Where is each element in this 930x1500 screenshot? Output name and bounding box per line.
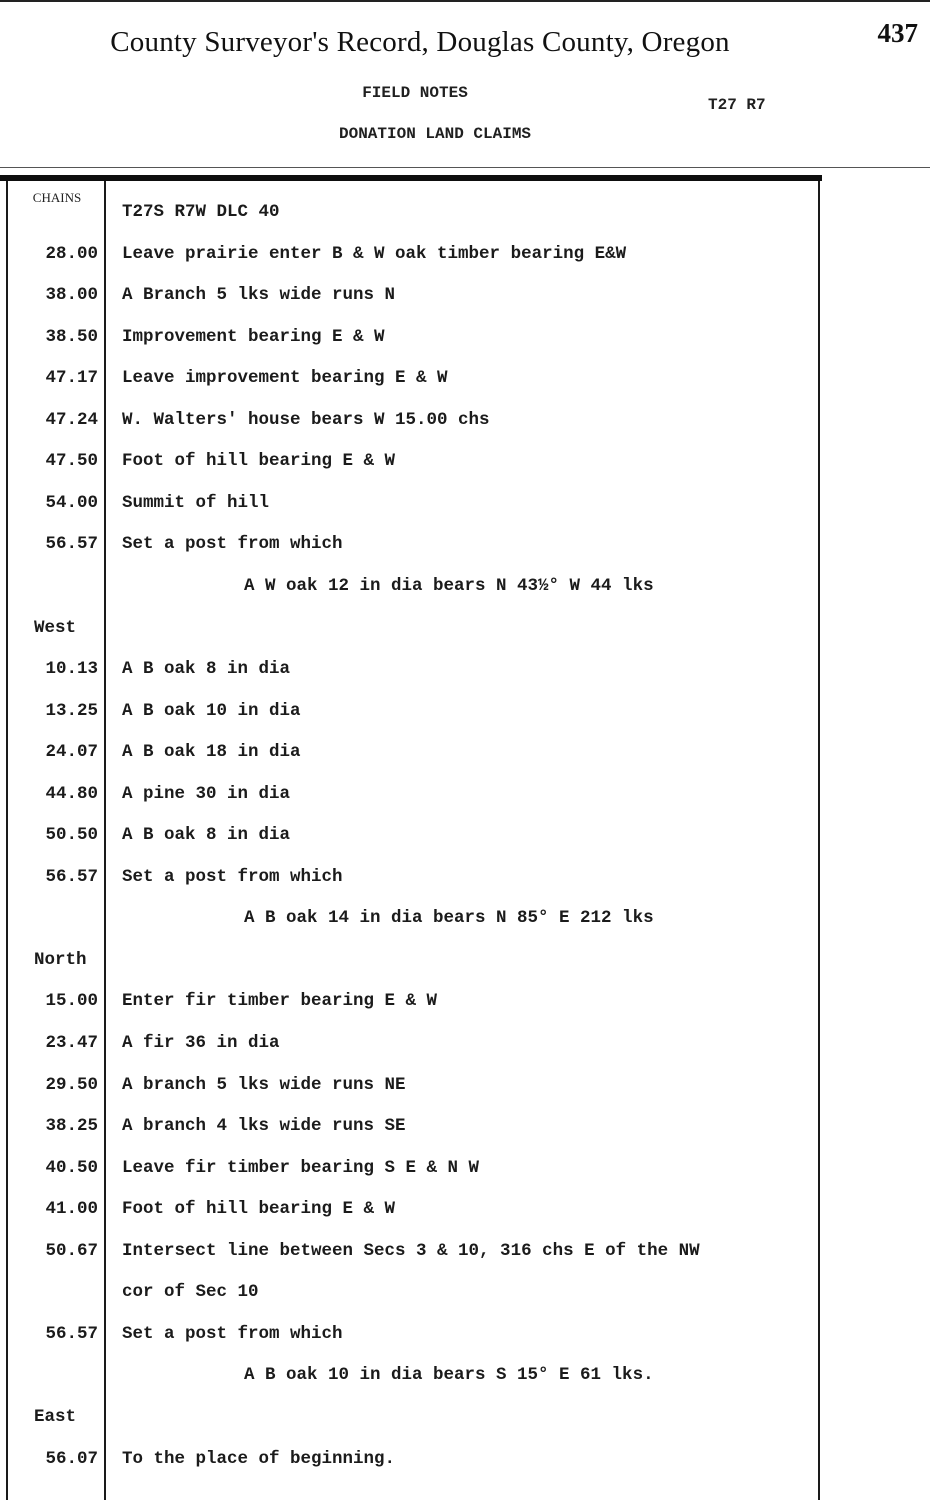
chain-distance: 47.24	[45, 409, 98, 430]
chain-distance: 28.00	[45, 243, 98, 264]
field-note-text: T27S R7W DLC 40	[122, 202, 280, 222]
table-row	[0, 1282, 830, 1312]
page-number: 437	[877, 18, 918, 48]
subtitle-field-notes: FIELD NOTES	[362, 84, 468, 102]
chain-distance: 29.50	[45, 1074, 98, 1095]
page-title: County Surveyor's Record, Douglas County, Oregon	[110, 26, 730, 58]
table-row	[0, 327, 830, 357]
direction-heading: West	[34, 617, 77, 638]
chain-distance: 38.25	[45, 1116, 98, 1137]
field-note-text: Enter fir timber bearing E & W	[122, 991, 438, 1012]
table-row	[0, 534, 830, 564]
table-row	[0, 368, 830, 398]
township-range: T27 R7	[708, 96, 766, 114]
chain-distance: 56.57	[45, 534, 98, 555]
field-note-text: A B oak 14 in dia bears N 85° E 212 lks	[244, 908, 654, 929]
chain-distance: 41.00	[45, 1199, 98, 1220]
chain-distance: 47.17	[45, 368, 98, 389]
table-row	[0, 576, 830, 606]
chain-distance: 38.00	[45, 285, 98, 306]
field-note-text: To the place of beginning.	[122, 1448, 396, 1469]
field-note-text: Leave improvement bearing E & W	[122, 368, 448, 389]
field-note-text: A B oak 8 in dia	[122, 825, 291, 846]
field-note-text: Leave prairie enter B & W oak timber bearing E&W	[122, 243, 627, 264]
chain-distance: 24.07	[45, 742, 98, 763]
field-note-text: Set a post from which	[122, 534, 343, 555]
direction-heading: North	[34, 949, 87, 970]
chain-distance: 47.50	[45, 451, 98, 472]
chain-distance: 13.25	[45, 700, 98, 721]
chain-distance: 15.00	[45, 991, 98, 1012]
table-row	[0, 618, 830, 648]
chain-distance: 44.80	[45, 783, 98, 804]
table-row	[0, 701, 830, 731]
table-row	[0, 1324, 830, 1354]
table-row	[0, 659, 830, 689]
table-row	[0, 742, 830, 772]
chain-distance: 50.50	[45, 825, 98, 846]
table-row	[0, 1407, 830, 1437]
field-note-text: cor of Sec 10	[122, 1282, 259, 1303]
field-note-text: A B oak 10 in dia bears S 15° E 61 lks.	[244, 1365, 654, 1386]
field-note-text: A B oak 10 in dia	[122, 700, 301, 721]
table-row	[0, 285, 830, 315]
table-row	[0, 784, 830, 814]
field-note-text: A fir 36 in dia	[122, 1033, 280, 1053]
field-note-text: Improvement bearing E & W	[122, 326, 385, 347]
table-row	[0, 1116, 830, 1146]
table-row	[0, 244, 830, 274]
table-row	[0, 1241, 830, 1271]
chain-distance: 56.57	[45, 866, 98, 887]
field-note-text: Foot of hill bearing E & W	[122, 451, 396, 472]
table-row	[0, 493, 830, 523]
chain-distance: 23.47	[45, 1033, 98, 1053]
table-row	[0, 1365, 830, 1395]
table-row	[0, 1199, 830, 1229]
chain-distance: 56.07	[45, 1448, 98, 1469]
table-row	[0, 410, 830, 440]
field-note-text: Set a post from which	[122, 1323, 343, 1344]
subtitle-donation-land-claims: DONATION LAND CLAIMS	[338, 125, 532, 143]
field-note-text: A B oak 8 in dia	[122, 659, 291, 679]
table-row	[0, 825, 830, 855]
chain-distance: 54.00	[45, 492, 98, 513]
chain-distance: 50.67	[45, 1240, 98, 1261]
field-note-text: Foot of hill bearing E & W	[122, 1199, 396, 1220]
table-row	[0, 867, 830, 897]
chain-distance: 38.50	[45, 326, 98, 347]
table-row	[0, 1158, 830, 1188]
field-note-text: A branch 5 lks wide runs NE	[122, 1074, 406, 1095]
table-row	[0, 1075, 830, 1105]
table-row	[0, 202, 830, 232]
field-note-text: Summit of hill	[122, 492, 270, 513]
table-row	[0, 950, 830, 980]
field-note-text: Set a post from which	[122, 866, 343, 887]
field-note-text: A W oak 12 in dia bears N 43½° W 44 lks	[244, 576, 654, 596]
field-note-text: W. Walters' house bears W 15.00 chs	[122, 409, 490, 430]
field-note-text: A B oak 18 in dia	[122, 742, 301, 763]
chain-distance: 56.57	[45, 1323, 98, 1344]
field-note-text: A branch 4 lks wide runs SE	[122, 1116, 406, 1137]
field-note-text: Leave fir timber bearing S E & N W	[122, 1157, 480, 1178]
table-row	[0, 451, 830, 481]
direction-heading: East	[34, 1406, 77, 1427]
field-note-text: A Branch 5 lks wide runs N	[122, 285, 396, 306]
table-row	[0, 991, 830, 1021]
chain-distance: 40.50	[45, 1157, 98, 1178]
field-note-text: Intersect line between Secs 3 & 10, 316 chs E of the NW	[122, 1240, 700, 1261]
field-note-text: A pine 30 in dia	[122, 783, 291, 804]
chains-column-header: CHAINS	[32, 190, 82, 205]
table-row	[0, 1033, 830, 1063]
table-row	[0, 908, 830, 938]
chain-distance: 10.13	[45, 659, 98, 679]
table-row	[0, 1449, 830, 1479]
